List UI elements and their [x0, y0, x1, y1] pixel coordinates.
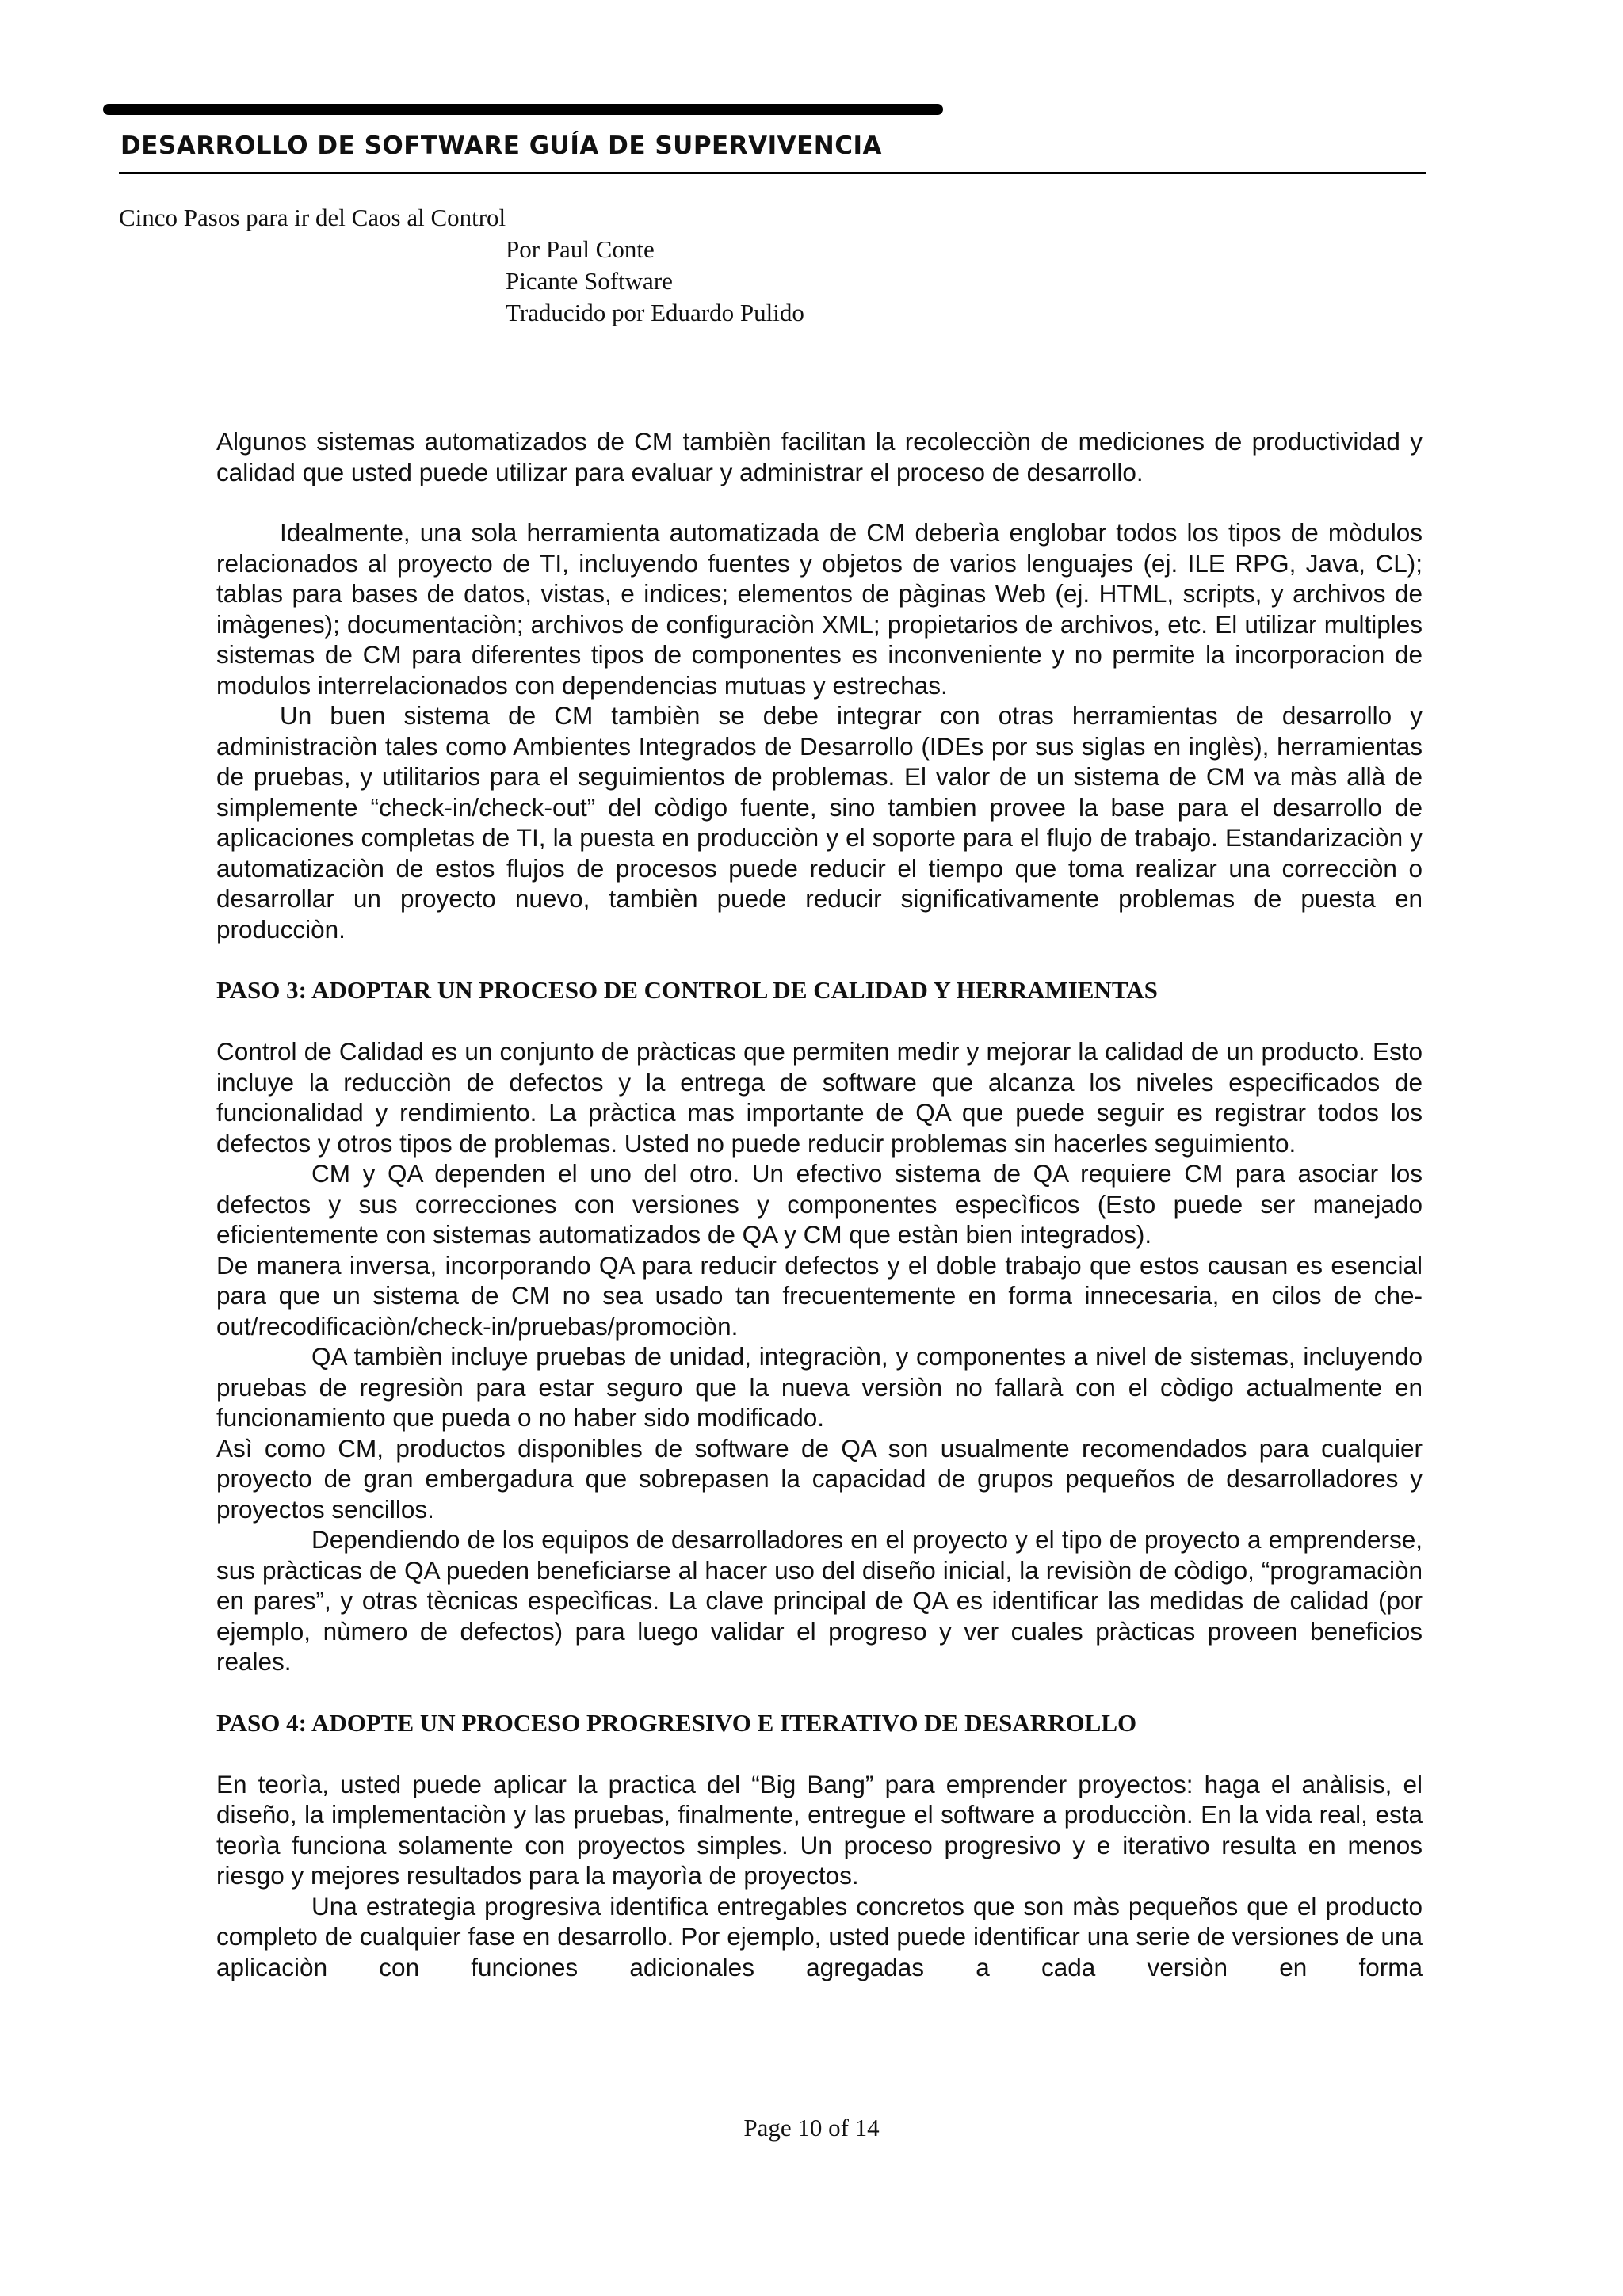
paragraph: Una estrategia progresiva identifica entregables concretos que son màs pequeños que el producto completo de cualquier fase en desarrollo. Por ejemplo, usted puede identificar una serie de versiones de una aplicaciòn con funciones adicionales agregadas a cada versiòn en forma [216, 1891, 1423, 1981]
paragraph: De manera inversa, incorporando QA para reducir defectos y el doble trabajo que estos causan es esencial para que un sistema de CM no sea usado tan frecuentemente en forma innecesaria, en cilos de che-out/recodificaciòn/check-in/pruebas/promociòn. [216, 1250, 1423, 1341]
paragraph: QA tambièn incluye pruebas de unidad, integraciòn, y componentes a nivel de sistemas, incluyendo pruebas de regresiòn para estar seguro que la nueva versiòn no fallarà con el còdigo actualmente en funcionamiento que pueda o no haber sido modificado. [216, 1342, 1423, 1432]
company-line: Picante Software [506, 267, 673, 295]
document-header-title: DESARROLLO DE SOFTWARE GUÍA DE SUPERVIVENCIA [120, 132, 883, 160]
author-line: Por Paul Conte [506, 235, 655, 263]
document-body [216, 426, 1423, 1982]
paragraph: Asì como CM, productos disponibles de software de QA son usualmente recomendados para cualquier proyecto de gran embergadura que sobrepasen la capacidad de grupos pequeños de desarrolladores y proyectos sencillos. [216, 1433, 1423, 1524]
paragraph: CM y QA dependen el uno del otro. Un efectivo sistema de QA requiere CM para asociar los defectos y sus correcciones con versiones y componentes especìficos (Esto puede ser manejado eficientemente con sistemas automatizados de QA y CM que estàn bien integrados). [216, 1159, 1423, 1249]
document-subtitle: Cinco Pasos para ir del Caos al Control [119, 204, 506, 231]
page-number: Page 10 of 14 [743, 2114, 880, 2142]
header-decorative-bar [103, 104, 943, 115]
paragraph: Control de Calidad es un conjunto de pràcticas que permiten medir y mejorar la calidad de un producto. Esto incluye la reducciòn de defectos y la entrega de software que alcanza los niveles especificados de funcionalidad y rendimiento. La pràctica mas importante de QA que puede seguir es registrar todos los defectos y otros tipos de problemas. Usted no puede reducir problemas sin hacerles seguimiento. [216, 1037, 1423, 1158]
paragraph: Algunos sistemas automatizados de CM tambièn facilitan la recolecciòn de mediciones de productividad y calidad que usted puede utilizar para evaluar y administrar el proceso de desarrollo. [216, 427, 1423, 486]
header-divider [119, 172, 1426, 174]
paragraph: Idealmente, una sola herramienta automatizada de CM deberìa englobar todos los tipos de mòdulos relacionados al proyecto de TI, incluyendo fuentes y objetos de varios lenguajes (ej. ILE RPG, Java, CL); tablas para bases de datos, vistas, e indices; elementos de pàginas Web (ej. HTML, scripts, y archivos de imàgenes); documentaciòn; archivos de configuraciòn XML; propietarios de archivos, etc. El utilizar multiples sistemas de CM para diferentes tipos de componentes es inconveniente y no permite la incorporacion de modulos interrelacionados con dependencias mutuas y estrechas. [216, 518, 1423, 700]
section-heading-paso-3: PASO 3: ADOPTAR UN PROCESO DE CONTROL DE CALIDAD Y HERRAMIENTAS [216, 976, 1158, 1004]
translator-line: Traducido por Eduardo Pulido [506, 299, 804, 326]
section-heading-paso-4: PASO 4: ADOPTE UN PROCESO PROGRESIVO E ITERATIVO DE DESARROLLO [216, 1708, 1137, 1737]
paragraph: En teorìa, usted puede aplicar la practica del “Big Bang” para emprender proyectos: haga el anàlisis, el diseño, la implementaciòn y las pruebas, finalmente, entregue el software a producciòn. En la vida real, esta teorìa funciona solamente con proyectos simples. Un proceso progresivo y e iterativo resulta en menos riesgo y mejores resultados para la mayorìa de proyectos. [216, 1769, 1423, 1890]
document-meta [119, 202, 804, 329]
paragraph: Dependiendo de los equipos de desarrolladores en el proyecto y el tipo de proyecto a emprenderse, sus pràcticas de QA pueden beneficiarse al hacer uso del diseño inicial, la revisiòn de còdigo, “programaciòn en pares”, y otras tècnicas especìficas. La clave principal de QA es identificar las medidas de calidad (por ejemplo, nùmero de defectos) para luego validar el progreso y ver cuales pràcticas proveen beneficios reales. [216, 1525, 1423, 1676]
paragraph: Un buen sistema de CM tambièn se debe integrar con otras herramientas de desarrollo y administraciòn tales como Ambientes Integrados de Desarrollo (IDEs por sus siglas en inglès), herramientas de pruebas, y utilitarios para el seguimientos de problemas. El valor de un sistema de CM va màs allà de simplemente “check-in/check-out” del còdigo fuente, sino tambien provee la base para el desarrollo de aplicaciones completas de TI, la puesta en producciòn y el soporte para el flujo de trabajo. Estandarizaciòn y automatizaciòn de estos flujos de procesos puede reducir el tiempo que toma realizar una correcciòn o desarrollar un proyecto nuevo, tambièn puede reducir significativamente problemas de puesta en producciòn. [216, 701, 1423, 944]
